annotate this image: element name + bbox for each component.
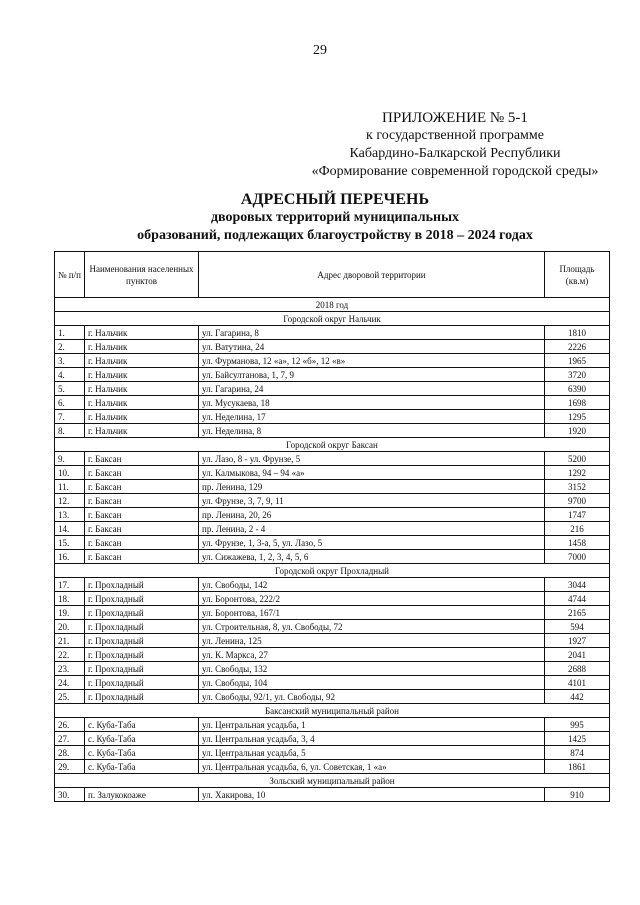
- row-address: пр. Ленина, 20, 26: [199, 508, 545, 522]
- table-row: [55, 494, 610, 508]
- table-row: [55, 536, 610, 550]
- table-row: [55, 424, 610, 438]
- row-address: ул. Центральная усадьба, 1: [199, 718, 545, 732]
- row-area: 2165: [545, 606, 610, 620]
- row-address: ул. Боронтова, 222/2: [199, 592, 545, 606]
- row-settlement: г. Прохладный: [85, 648, 199, 662]
- year-row: [55, 298, 610, 312]
- row-number: 3.: [55, 354, 85, 368]
- row-number: 22.: [55, 648, 85, 662]
- row-settlement: г. Прохладный: [85, 592, 199, 606]
- row-number: 9.: [55, 452, 85, 466]
- row-address: ул. Боронтова, 167/1: [199, 606, 545, 620]
- row-address: ул. Центральная усадьба, 6, ул. Советская, 1 «а»: [199, 760, 545, 774]
- row-number: 15.: [55, 536, 85, 550]
- row-settlement: г. Нальчик: [85, 354, 199, 368]
- row-number: 20.: [55, 620, 85, 634]
- table-row: [55, 382, 610, 396]
- table-row: [55, 788, 610, 802]
- row-area: 1927: [545, 634, 610, 648]
- row-settlement: г. Нальчик: [85, 340, 199, 354]
- table-row: [55, 452, 610, 466]
- row-number: 6.: [55, 396, 85, 410]
- row-address: пр. Ленина, 129: [199, 480, 545, 494]
- row-address: ул. Свободы, 92/1, ул. Свободы, 92: [199, 690, 545, 704]
- row-area: 874: [545, 746, 610, 760]
- row-settlement: г. Баксан: [85, 466, 199, 480]
- row-area: 1920: [545, 424, 610, 438]
- appendix-line: «Формирование современной городской среды»: [311, 164, 599, 179]
- table-row: [55, 676, 610, 690]
- table-row: [55, 396, 610, 410]
- row-number: 17.: [55, 578, 85, 592]
- row-address: ул. Неделина, 17: [199, 410, 545, 424]
- row-settlement: г. Нальчик: [85, 368, 199, 382]
- section-title: Городской округ Баксан: [55, 438, 610, 452]
- row-settlement: г. Баксан: [85, 550, 199, 564]
- row-settlement: г. Нальчик: [85, 326, 199, 340]
- row-address: ул. Свободы, 132: [199, 662, 545, 676]
- table-row: [55, 326, 610, 340]
- table-row: [55, 620, 610, 634]
- row-settlement: г. Прохладный: [85, 676, 199, 690]
- table-row: [55, 648, 610, 662]
- table-row: [55, 466, 610, 480]
- table-row: [55, 732, 610, 746]
- row-area: 3044: [545, 578, 610, 592]
- row-area: 1747: [545, 508, 610, 522]
- row-area: 3720: [545, 368, 610, 382]
- row-address: ул. Лазо, 8 - ул. Фрунзе, 5: [199, 452, 545, 466]
- row-settlement: г. Баксан: [85, 480, 199, 494]
- row-address: ул. Хакирова, 10: [199, 788, 545, 802]
- row-settlement: г. Баксан: [85, 452, 199, 466]
- row-settlement: г. Нальчик: [85, 410, 199, 424]
- row-settlement: г. Прохладный: [85, 690, 199, 704]
- row-number: 25.: [55, 690, 85, 704]
- document-title: АДРЕСНЫЙ ПЕРЕЧЕНЬ: [240, 191, 430, 208]
- row-number: 29.: [55, 760, 85, 774]
- header-num: № п/п: [55, 252, 85, 298]
- row-settlement: г. Нальчик: [85, 424, 199, 438]
- row-settlement: г. Прохладный: [85, 662, 199, 676]
- section-row: [55, 704, 610, 718]
- row-settlement: г. Баксан: [85, 494, 199, 508]
- row-area: 1295: [545, 410, 610, 424]
- table-row: [55, 368, 610, 382]
- row-number: 2.: [55, 340, 85, 354]
- row-area: 7000: [545, 550, 610, 564]
- row-settlement: г. Прохладный: [85, 606, 199, 620]
- header-area: Площадь (кв.м): [545, 252, 610, 298]
- row-number: 28.: [55, 746, 85, 760]
- table-row: [55, 508, 610, 522]
- section-row: [55, 564, 610, 578]
- row-address: ул. Фрунзе, 1, 3-а, 5, ул. Лазо, 5: [199, 536, 545, 550]
- row-address: ул. Гагарина, 24: [199, 382, 545, 396]
- row-settlement: с. Куба-Таба: [85, 746, 199, 760]
- row-area: 4101: [545, 676, 610, 690]
- header-address: Адрес дворовой территории: [199, 252, 545, 298]
- table-row: [55, 410, 610, 424]
- row-number: 5.: [55, 382, 85, 396]
- document-subtitle: образований, подлежащих благоустройству в 2018 – 2024 годах: [137, 228, 533, 243]
- row-address: ул. Фурманова, 12 «а», 12 «б», 12 «в»: [199, 354, 545, 368]
- row-number: 13.: [55, 508, 85, 522]
- row-number: 24.: [55, 676, 85, 690]
- row-number: 1.: [55, 326, 85, 340]
- row-area: 216: [545, 522, 610, 536]
- row-number: 30.: [55, 788, 85, 802]
- table-row: [55, 340, 610, 354]
- page-number: 29: [313, 43, 327, 58]
- row-area: 1965: [545, 354, 610, 368]
- row-address: ул. Сижажева, 1, 2, 3, 4, 5, 6: [199, 550, 545, 564]
- row-area: 6390: [545, 382, 610, 396]
- row-area: 910: [545, 788, 610, 802]
- row-area: 1861: [545, 760, 610, 774]
- row-area: 1458: [545, 536, 610, 550]
- table-row: [55, 718, 610, 732]
- row-number: 26.: [55, 718, 85, 732]
- row-address: ул. Ватутина, 24: [199, 340, 545, 354]
- section-row: [55, 312, 610, 326]
- row-area: 2041: [545, 648, 610, 662]
- row-settlement: г. Баксан: [85, 522, 199, 536]
- table-row: [55, 354, 610, 368]
- row-area: 1292: [545, 466, 610, 480]
- row-address: ул. К. Маркса, 27: [199, 648, 545, 662]
- row-address: ул. Калмыкова, 94 – 94 «а»: [199, 466, 545, 480]
- row-settlement: г. Нальчик: [85, 396, 199, 410]
- row-settlement: г. Прохладный: [85, 634, 199, 648]
- appendix-line: к государственной программе: [366, 128, 544, 143]
- section-title: Городской округ Прохладный: [55, 564, 610, 578]
- row-settlement: г. Прохладный: [85, 620, 199, 634]
- row-area: 1810: [545, 326, 610, 340]
- row-address: ул. Свободы, 142: [199, 578, 545, 592]
- row-number: 19.: [55, 606, 85, 620]
- row-address: ул. Байсултанова, 1, 7, 9: [199, 368, 545, 382]
- row-settlement: г. Баксан: [85, 508, 199, 522]
- section-title: Городской округ Нальчик: [55, 312, 610, 326]
- table-row: [55, 760, 610, 774]
- table-row: [55, 480, 610, 494]
- row-address: ул. Строительная, 8, ул. Свободы, 72: [199, 620, 545, 634]
- year-label: 2018 год: [55, 298, 610, 312]
- row-area: 1425: [545, 732, 610, 746]
- row-number: 10.: [55, 466, 85, 480]
- appendix-line: Кабардино-Балкарской Республики: [349, 146, 561, 161]
- section-row: [55, 438, 610, 452]
- table-body: [55, 298, 610, 802]
- table-row: [55, 634, 610, 648]
- row-area: 442: [545, 690, 610, 704]
- address-table: [54, 251, 610, 802]
- table-row: [55, 550, 610, 564]
- row-number: 18.: [55, 592, 85, 606]
- row-area: 1698: [545, 396, 610, 410]
- row-number: 21.: [55, 634, 85, 648]
- row-area: 3152: [545, 480, 610, 494]
- row-number: 27.: [55, 732, 85, 746]
- row-area: 2688: [545, 662, 610, 676]
- row-area: 2226: [545, 340, 610, 354]
- row-settlement: п. Залукокоаже: [85, 788, 199, 802]
- row-address: ул. Центральная усадьба, 3, 4: [199, 732, 545, 746]
- table-row: [55, 606, 610, 620]
- row-address: ул. Ленина, 125: [199, 634, 545, 648]
- appendix-header: [300, 109, 610, 181]
- row-settlement: г. Баксан: [85, 536, 199, 550]
- row-area: 594: [545, 620, 610, 634]
- row-settlement: г. Прохладный: [85, 578, 199, 592]
- table-row: [55, 592, 610, 606]
- appendix-title: ПРИЛОЖЕНИЕ № 5-1: [382, 110, 528, 126]
- document-heading: [100, 191, 570, 245]
- section-row: [55, 774, 610, 788]
- row-settlement: с. Куба-Таба: [85, 760, 199, 774]
- table-row: [55, 578, 610, 592]
- row-number: 16.: [55, 550, 85, 564]
- table-row: [55, 746, 610, 760]
- row-address: ул. Свободы, 104: [199, 676, 545, 690]
- header-settlement: Наименования населенных пунктов: [85, 252, 199, 298]
- row-address: ул. Гагарина, 8: [199, 326, 545, 340]
- row-address: ул. Фрунзе, 3, 7, 9, 11: [199, 494, 545, 508]
- row-number: 14.: [55, 522, 85, 536]
- table-header-row: [55, 252, 610, 298]
- row-address: пр. Ленина, 2 - 4: [199, 522, 545, 536]
- row-area: 9700: [545, 494, 610, 508]
- row-address: ул. Центральная усадьба, 5: [199, 746, 545, 760]
- row-area: 4744: [545, 592, 610, 606]
- row-area: 995: [545, 718, 610, 732]
- document-subtitle: дворовых территорий муниципальных: [210, 210, 460, 225]
- row-settlement: с. Куба-Таба: [85, 732, 199, 746]
- row-number: 4.: [55, 368, 85, 382]
- table-row: [55, 690, 610, 704]
- section-title: Зольский муниципальный район: [55, 774, 610, 788]
- section-title: Баксанский муниципальный район: [55, 704, 610, 718]
- row-area: 5200: [545, 452, 610, 466]
- row-number: 7.: [55, 410, 85, 424]
- row-number: 12.: [55, 494, 85, 508]
- table-row: [55, 522, 610, 536]
- row-address: ул. Неделина, 8: [199, 424, 545, 438]
- table-row: [55, 662, 610, 676]
- row-number: 11.: [55, 480, 85, 494]
- row-address: ул. Мусукаева, 18: [199, 396, 545, 410]
- row-settlement: с. Куба-Таба: [85, 718, 199, 732]
- row-number: 23.: [55, 662, 85, 676]
- row-settlement: г. Нальчик: [85, 382, 199, 396]
- row-number: 8.: [55, 424, 85, 438]
